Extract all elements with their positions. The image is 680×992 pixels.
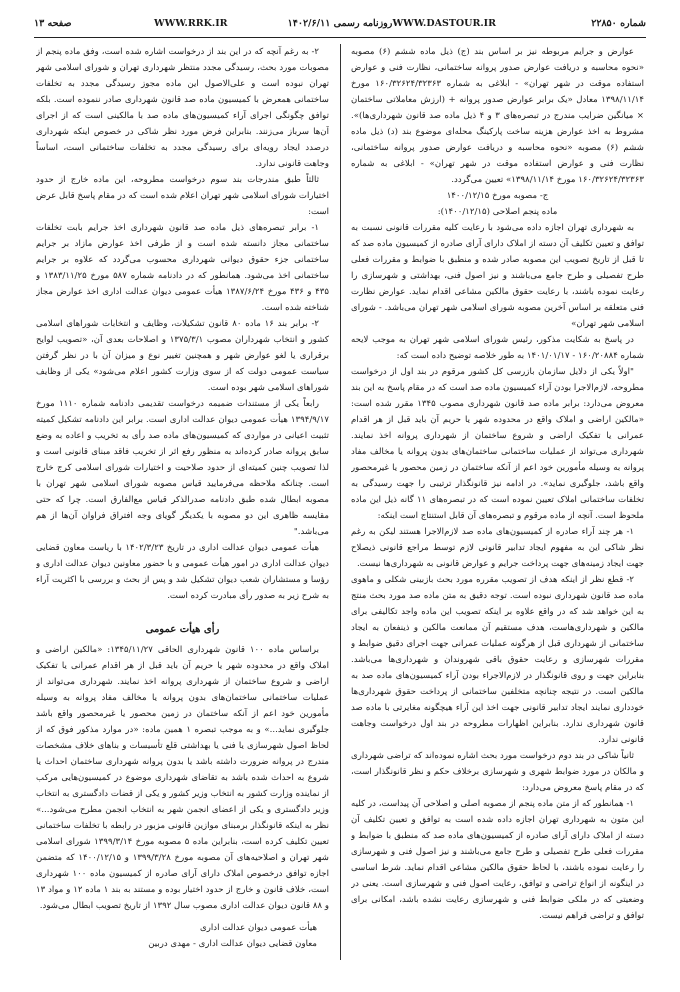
paragraph: ثالثاً طبق مندرجات بند سوم درخواست مطروحه، این ماده خارج از حدود اختیارات شورای اسلامی شهر تهران اعلام شده است که در مقام پاسخ قابل عرض است:: [36, 175, 329, 217]
paragraph: ۱- همانطور که از متن ماده پنجم از مصوبه اصلی و اصلاحی آن پیداست، در کلیه این متون به شهرداری تهران اجازه داده شده است به توافق و تعیین تکلیف آن دسته از املاک دارای آرای صادره از کمیسیون‌های ماده صد که منطبق با ضوابط و مقررات فعلی طرح تفصیلی و طرح جامع می‌باشند و نیز اصول فنی و شهرسازی را رعایت نموده باشند، با لحاظ حقوق مالکین مشاعی اقدام نماید. شرط اساسی در اینگونه از انواع تراضی و توافق، رعایت اصول فنی و شهرسازی است. یعنی در وضعیتی که در ملکی ضوابط فنی و شهرسازی رعایت نشده باشد، امکانی برای توافق و تراضی فراهم نیست.: [351, 799, 644, 921]
page-number: صفحه ۱۳: [34, 18, 72, 29]
paragraph: ۱- هر چند آراء صادره از کمیسیون‌های ماده صد لازم‌الاجرا هستند لیکن به رغم نظر شاکی این به مفهوم ایجاد تدابیر قانونی لازم توسط مراجع قانونی ذیصلاح جهت ایجاد زمینه‌های جهت پرداخت جرایم و عوارض قانونی به شهرداری‌ها نیست.: [351, 527, 644, 569]
newspaper-date: روزنامه رسمی ۱۴۰۲/۶/۱۱: [287, 18, 393, 29]
paragraph: "اولاً یکی از دلایل سازمان بازرسی کل کشور مرقوم در بند اول از درخواست مطروحه، لازم‌الاجرا بودن آراء کمیسیون ماده صد است که در مقام پاسخ به این بند معروض می‌دارد: برابر ماده صد قانون شهرداری مصوب ۱۳۴۵ مقرر شده است: «مالکین اراضی و املاک واقع در محدوده شهر یا حریم آن باید قبل از هر اقدام عمرانی یا تفکیک اراضی و شروع ساختمان از شهرداری پروانه اخذ نمایند. شهرداری می‌تواند از عملیات ساختمانی ساختمان‌های بدون پروانه یا مخالف مفاد پروانه به وسیله مأمورین خود اعم از آنکه ساختمان در زمین محصور یا غیرمحصور واقع باشد، جلوگیری نماید». در ادامه نیز قانونگذار ترتیبی را جهت رسیدگی به تخلفات ساختمانی املاک تعیین نموده است که در تبصره‌های ۱۱ گانه ذیل این ماده ملحوظ است. آنچه از ماده مرقوم و تبصره‌های آن قابل استنتاج است اینکه:: [351, 367, 644, 521]
issue-number: شماره ۲۲۸۵۰: [591, 18, 646, 29]
paragraph: ثانیاً شاکی در بند دوم درخواست مورد بحث اشاره نموده‌اند که تراضی شهرداری و مالکان در مورد ضوابط شهری و شهرسازی برخلاف حکم و نظر قانونگذار است، که در مقام پاسخ معروض می‌دارد:: [351, 751, 644, 793]
dastour-website[interactable]: WWW.DASTOUR.IR: [392, 18, 496, 29]
paragraph: رابعاً یکی از مستندات ضمیمه درخواست تقدیمی دادنامه شماره ۱۱۱۰ مورخ ۱۳۹۴/۹/۱۷ هیأت عمومی دیوان عدالت اداری است. برابر این دادنامه تشکیل کمیته تثبیت اعیانی در مواردی که کمیسیون‌های ماده صد رأی به تخریب و اعاده به وضع سابق پروانه صادر کرده‌اند به منظور رفع اثر از تخریب فاقد مبنای قانونی است و لذا تصویب چنین کمیته‌ای از حدود صلاحیت و اختیارات شورای اسلامی کرج خارج است. چنانکه ملاحظه می‌فرمایید قیاس مصوبه شورای اسلامی شهر تهران با مصوبه ابطال شده طبق دادنامه صدرالذکر قیاس مع‌الفارق است. چرا که حتی مقایسه ظاهری این دو مصوبه با یکدیگر گویای وجه افتراق فراوان آن‌ها از هم می‌باشد.": [36, 399, 329, 537]
rrk-website[interactable]: WWW.RRK.IR: [154, 18, 228, 29]
left-column: [36, 44, 329, 960]
column-divider: [340, 44, 341, 960]
header-rule: [34, 37, 646, 38]
ruling-heading: رأی هیأت عمومی: [145, 624, 220, 635]
paragraph-subheading: ج- مصوبه مورخ ۱۴۰۰/۱۲/۱۵: [446, 191, 549, 201]
paragraph: به شهرداری تهران اجازه داده می‌شود با رعایت کلیه مقررات قانونی نسبت به توافق و تعیین تکلیف آن دسته از املاک دارای آرای صادره از کمیسیون ماده صد که تا قبل از تاریخ تصویب این مصوبه صادر شده و منطبق با ضوابط و مقررات فعلی طرح تفصیلی و طرح جامع می‌باشند و نیز اصول فنی، بهداشتی و شهرسازی را رعایت نموده باشند، با رعایت حقوق مالکین مشاعی اقدام نماید. عوارض نظارت فنی متعلقه بر اساس آخرین مصوبه شورای اسلامی شهر تهران می‌باشد. - شورای اسلامی شهر تهران»: [351, 223, 644, 329]
paragraph-subheading: ماده پنجم اصلاحی (۱۴۰۰/۱۲/۱۵):: [437, 207, 558, 217]
page-header: [34, 16, 646, 36]
paragraph: در پاسخ به شکایت مذکور، رئیس شورای اسلامی شهر تهران به موجب لایحه شماره ۱۶۰/۲۰۸۸۴ - ۱۴۰۱/۰۱/۱۷ به طور خلاصه توضیح داده است که:: [351, 335, 644, 361]
paragraph: عوارض و جرایم مربوطه نیز بر اساس بند (ج) ذیل ماده ششم (۶) مصوبه «نحوه محاسبه و دریافت عوارض صدور پروانه ساختمانی، نظارت فنی و عوارض استفاده موقت در شهر تهران» - ابلاغی به شماره ۱۶۰/۳۲۶۲۴/۳۲۳۶۳ مورخ ۱۳۹۸/۱۱/۱۴ معادل «یک برابر عوارض صدور پروانه + (ارزش معاملاتی ساختمان × میانگین ضرایب مندرج در تبصره‌های ۳ و ۴ ذیل ماده صد قانون شهرداری‌ها)». مشروط به اخذ عوارض هزینه ساخت پارکینگ محله‌ای موضوع بند (د) ذیل ماده ششم (۶) مصوبه «نحوه محاسبه و دریافت عوارض صدور پروانه ساختمانی، نظارت فنی و عوارض استفاده موقت در شهر تهران» - ابلاغی به شماره ۱۶۰/۳۲۶۲۴/۳۲۳۶۳ مورخ ۱۳۹۸/۱۱/۱۴» تعیین می‌گردد.: [351, 47, 644, 185]
paragraph: ۲- به رغم آنچه که در این بند از درخواست اشاره شده است، وفق ماده پنجم از مصوبات مورد بحث، رسیدگی مجدد منتظر شهرداری تهران و شورای اسلامی شهر تهران نبوده است و علی‌الاصول این ماده مجوز رسیدگی مجدد به تخلفات ساختمانی همعرض با کمیسیون ماده صد قانون شهرداری صادر ننموده است. بلکه توافق چگونگی اجرای آراء کمیسیون‌های ماده صد با مالکینی است که از اجرای آن‌ها سرباز می‌زنند. بنابراین فرض مورد نظر شاکی در خصوص اینکه شهرداری درصدد ایجاد رویه‌ای برای رسیدگی مجدد به تخلفات ساختمانی است، اساساً وجاهت قانونی ندارد.: [36, 47, 329, 169]
signature-deputy: معاون قضایی دیوان عدالت اداری - مهدی دربین: [148, 939, 317, 949]
signature-board: هیأت عمومی دیوان عدالت اداری: [200, 923, 317, 933]
right-column: [351, 44, 644, 960]
paragraph: هیأت عمومی دیوان عدالت اداری در تاریخ ۱۴۰۲/۳/۲۳ با ریاست معاون قضایی دیوان عدالت اداری در امور هیأت عمومی و با حضور معاونین دیوان عدالت اداری و رؤسا و مستشاران شعب دیوان تشکیل شد و پس از بحث و بررسی با اکثریت آراء به شرح زیر به صدور رأی مبادرت کرده است.: [36, 543, 329, 601]
paragraph: ۱- برابر تبصره‌های ذیل ماده صد قانون شهرداری اخذ جرایم بابت تخلفات ساختمانی مجاز دانسته شده است و از طرفی اخذ عوارض مازاد بر جرایم ساختمانی جزء حقوق دیوانی شهرداری محسوب می‌گردد که علاوه بر جرایم ساختمانی اخذ می‌شود. همانطور که در دادنامه شماره ۵۸۷ مورخ ۱۳۸۳/۱۱/۲۵ و ۴۳۵ و ۴۳۶ مورخ ۱۳۸۷/۶/۲۴ هیأت عمومی دیوان عدالت اداری اخذ عوارض مجاز شناخته شده است.: [36, 223, 329, 313]
ruling-text: براساس ماده ۱۰۰ قانون شهرداری الحاقی ۱۳۴۵/۱۱/۲۷: «مالکین اراضی و املاک واقع در محدوده شهر یا حریم آن باید قبل از هر اقدام عمرانی یا تفکیک اراضی و شروع ساختمان از شهرداری پروانه اخذ نمایند. شهرداری می‌تواند از عملیات ساختمانی ساختمان‌های بدون پروانه یا مخالف مفاد پروانه به وسیله مأمورین خود اعم از آنکه ساختمان در زمین محصور یا غیرمحصور واقع باشد جلوگیری نماید...» و به موجب تبصره ۱ همین ماده: «در موارد مذکور فوق که از لحاظ اصول شهرسازی یا فنی یا بهداشتی قلع تأسیسات و بناهای خلاف مشخصات مندرج در پروانه ضرورت داشته باشد یا بدون پروانه شهرداری ساختمان احداث یا شروع به احداث شده باشد به تقاضای شهرداری موضوع در کمیسیون‌هایی مرکب از نماینده وزارت کشور به انتخاب وزیر کشور و یکی از قضات دادگستری به انتخاب وزیر دادگستری و یکی از اعضای انجمن شهر به انتخاب انجمن مطرح می‌شود...» نظر به اینکه قانونگذار برمبنای موازین قانونی مزبور در رابطه با تخلفات ساختمانی تعیین تکلیف کرده است، بنابراین ماده ۵ مصوبه مورخ ۱۳۹۹/۳/۱۴ شورای اسلامی شهر تهران و اصلاحیه‌های آن مصوبه مورخ ۱۳۹۹/۳/۲۸ و ۱۴۰۰/۱۲/۱۵ که متضمن اجازه توافق درخصوص املاک دارای آرای صادره از کمیسیون ماده ۱۰۰ شهرداری است، خلاف قانون و خارج از حدود اختیار بوده و مستند به بند ۱ ماده ۱۲ و مواد ۱۳ و ۸۸ قانون دیوان عدالت اداری مصوب سال ۱۳۹۲ از تاریخ تصویب ابطال می‌شود.: [36, 645, 329, 911]
paragraph: ۲- قطع نظر از اینکه هدف از تصویب مقرره مورد بحث بازبینی شکلی و ماهوی ماده صد قانون شهرداری نبوده است. توجه دقیق به متن ماده صد مورد بحث منتج به این خواهد شد که در واقع علاوه بر اینکه تصویب این ماده واجد تکالیفی برای مالکین و شهرداری‌هاست، هدف مستقیم آن ممانعت مالکین و ذینفعان به ایجاد ساختمانی از شهرداری قبل از هرگونه عملیات عمرانی جهت اجرای دقیق ضوابط و مقررات شهرسازی و رعایت حقوق باقی شهروندان و شهرداری‌ها می‌باشد. بنابراین جهت و روی قانونگذار در لازم‌الاجراء بودن آراء کمیسیون‌های ماده صد به مالکین است. در نتیجه چنانچه متخلفین ساختمانی از پرداخت حقوق شهرداری‌ها خودداری نمایند ایجاد تدابیر قانونی جهت اخذ این آراء هیچگونه مغایرتی با ماده صد قانون شهرداری ندارد. بنابراین اظهارات مطروحه در بند اول درخواست وجاهت قانونی ندارد.: [351, 575, 644, 745]
paragraph: ۲- برابر بند ۱۶ ماده ۸۰ قانون تشکیلات، وظایف و انتخابات شوراهای اسلامی کشور و انتخاب شهرداران مصوب ۱۳۷۵/۳/۱ و اصلاحات بعدی آن، «تصویب لوایح برقراری یا لغو عوارض شهر و همچنین تغییر نوع و میزان آن با در نظر گرفتن سیاست عمومی دولت که از سوی وزارت کشور اعلام می‌شود» یکی از وظایف شوراهای اسلامی شهر بوده است.: [36, 319, 329, 393]
